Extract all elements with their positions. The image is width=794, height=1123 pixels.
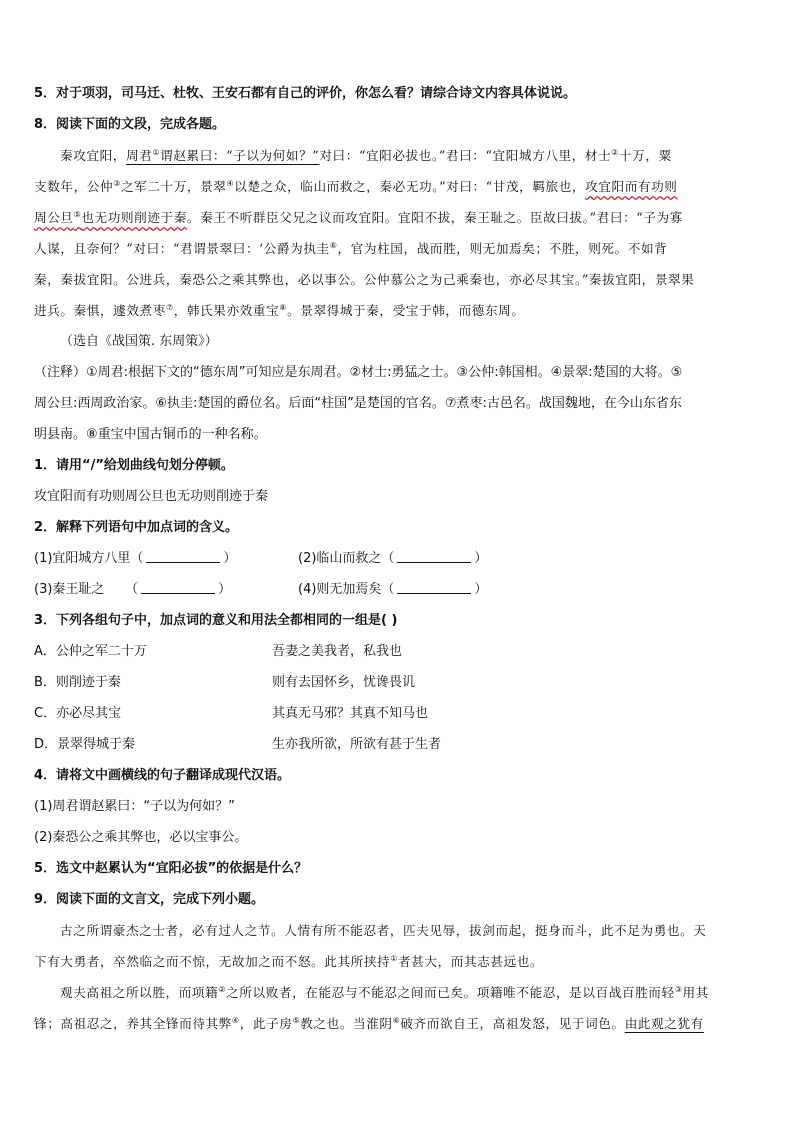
passage-1 (34, 140, 754, 326)
footnote-marker: ① (390, 953, 399, 963)
wavy-underlined-text: 攻宜阳而有功则 (585, 179, 678, 194)
passage-source: （选自《战国策. 东周策》） (60, 334, 218, 349)
passage-1-line-1 (34, 140, 754, 171)
question-3-title: 3．下列各组句子中，加点词的意义和用法全都相同的一组是( ) (34, 613, 398, 628)
passage-text: 周公旦 (34, 210, 74, 225)
footnote-marker: ③ (674, 984, 683, 994)
passage-1-line-4 (34, 233, 754, 264)
answer-blank[interactable] (397, 549, 471, 563)
annotation-line-1: （注释）①周君:根据下文的“德东周”可知应是东周君。②材士:勇猛之士。③公仲:韩国相。④景翠:楚国的大将。⑤ (34, 365, 683, 380)
footnote-marker: ③ (113, 178, 121, 188)
passage-text: 以楚之众，临山而救之，秦必无功。”对曰：“甘茂，羁旅也， (234, 179, 586, 194)
option-right: 生亦我所欲，所欲有甚于生者 (272, 737, 442, 752)
option-right: 其真无马邪？其真不知马也 (272, 706, 429, 721)
question-3-option-d[interactable] (34, 729, 754, 760)
passage-2 (34, 915, 754, 1039)
footnote-marker: ⑥ (329, 240, 338, 250)
question-4-sentence-2: (2)秦恐公之乘其弊也，必以宝事公。 (34, 830, 248, 845)
question-2-row-2 (34, 574, 754, 605)
wavy-underlined-text (34, 210, 187, 225)
option-left: B．则削迹于秦 (34, 675, 121, 690)
question-3-option-c[interactable] (34, 698, 754, 729)
passage-text: 之军二十万，景翠 (120, 179, 227, 194)
passage-1-line-3 (34, 202, 754, 233)
passage-text: ，此子房 (239, 1016, 293, 1031)
question-2-item-1 (34, 543, 298, 574)
item-text: (2)临山而救之（ (298, 551, 395, 566)
passage-text: 下有大勇者，卒然临之而不惊，无故加之而不怒。此其所挟持 (34, 954, 391, 969)
question-4-sentence-1: (1)周君谓赵累曰：“子以为何如？” (34, 799, 235, 814)
passage-text: 人谋，且奈何？”对曰：“君谓景翠曰：‘公爵为执圭 (34, 241, 330, 256)
answer-blank[interactable] (141, 580, 215, 594)
question-5-title: 5．选文中赵累认为“宜阳必拔”的依据是什么？ (34, 861, 308, 876)
question-2-item-2 (298, 543, 598, 574)
passage-text: 者甚大，而其志甚远也。 (398, 954, 544, 969)
passage-1-line-5: 秦，秦拔宜阳。公进兵，秦恐公之乘其弊也，必以事公。公仲慕公之为己乘秦也，亦必尽其宝。”秦拔宜阳，景翠果 (34, 272, 695, 287)
question-2-row-1 (34, 543, 754, 574)
passage-text: 十万，粟 (619, 148, 672, 163)
bracket: ） (474, 551, 488, 566)
footnote-marker: ⑦ (165, 302, 174, 312)
passage-text: 破齐而欲自王，高祖发怒，见于词色。 (400, 1016, 625, 1031)
question-8-title: 8．阅读下面的文段，完成各题。 (34, 117, 226, 132)
passage-text: 也无功则削迹于秦 (81, 210, 187, 225)
footnote-marker: ⑧ (279, 302, 288, 312)
footnote-marker: ② (611, 147, 620, 157)
passage-text: ，官为柱国，战而胜，则无加焉矣；不胜，则死。不如背 (337, 241, 668, 256)
footnote-marker: ⑤ (292, 1015, 301, 1025)
passage-2-line-3 (34, 977, 754, 1008)
passage-1-line-2 (34, 171, 754, 202)
option-left: C．亦必尽其宝 (34, 706, 122, 721)
passage-text: 谓赵累曰：“子以为何如？” (160, 148, 320, 163)
passage-text: 周君 (125, 148, 153, 163)
footnote-marker: ④ (231, 1015, 240, 1025)
footnote-marker: ④ (226, 178, 235, 188)
footnote-marker: ⑤ (73, 209, 82, 219)
passage-text: 用其 (682, 985, 709, 1000)
item-text: (4)则无加焉矣（ (298, 582, 395, 597)
item-text: (3)秦王耻之 (34, 582, 105, 597)
question-1-title: 1．请用“/”给划曲线句划分停顿。 (34, 458, 234, 473)
passage-text: 支数年，公仲 (34, 179, 114, 194)
passage-text: 秦攻宜阳， (60, 148, 126, 163)
option-left: A．公仲之军二十万 (34, 644, 147, 659)
bracket: （ (125, 582, 139, 597)
question-3-option-a[interactable] (34, 636, 754, 667)
question-9-title: 9．阅读下面的文言文，完成下列小题。 (34, 892, 265, 907)
question-2-title: 2．解释下列语句中加点词的含义。 (34, 520, 239, 535)
bracket: ） (218, 582, 232, 597)
footnote-marker: ① (152, 147, 161, 157)
annotation-line-2: 周公旦:西周政治家。⑥执圭:楚国的爵位名。后面“柱国”是楚国的官名。⑦煮枣:古邑名。战国魏地，在今山东省东 (34, 396, 682, 411)
footnote-marker: ② (218, 984, 227, 994)
footnote-marker: ⑥ (392, 1015, 401, 1025)
question-2-item-4 (298, 574, 598, 605)
passage-text: 观夫高祖之所以胜，而项籍 (60, 985, 219, 1000)
option-right: 则有去国怀乡，忧谗畏讥 (272, 675, 416, 690)
passage-1-line-6 (34, 295, 754, 326)
bracket: ） (223, 551, 237, 566)
option-right: 吾妻之美我者，私我也 (272, 644, 403, 659)
passage-2-line-2 (34, 946, 754, 977)
answer-blank[interactable] (146, 549, 220, 563)
question-1-text: 攻宜阳而有功则周公旦也无功则削迹于秦 (34, 489, 269, 504)
passage-text: 锋；高祖忍之，养其全锋而待其弊 (34, 1016, 232, 1031)
passage-text: 对曰：“宜阳必拔也。”君曰：“宜阳城方八里，材士 (319, 148, 612, 163)
bracket: ） (474, 582, 488, 597)
answer-blank[interactable] (397, 580, 471, 594)
question-4-title: 4．请将文中画横线的句子翻译成现代汉语。 (34, 768, 291, 783)
question-2-item-3 (34, 574, 298, 605)
annotation-line-3: 明县南。⑧重宝中国古铜币的一种名称。 (34, 427, 267, 442)
passage-text: 教之也。当淮阴 (300, 1016, 393, 1031)
passage-text: 之所以败者，在能忍与不能忍之间而已矣。项籍唯不能忍，是以百战百胜而轻 (226, 985, 675, 1000)
passage-text: ，韩氏果亦效重宝 (173, 303, 280, 318)
item-text: (1)宜阳城方八里（ (34, 551, 144, 566)
passage-text: 。景翠得城于秦，受宝于韩，而德东周。 (287, 303, 525, 318)
question-3-option-b[interactable] (34, 667, 754, 698)
question-5-top: 5．对于项羽，司马迁、杜牧、王安石都有自己的评价，你怎么看？请综合诗文内容具体说说。 (34, 86, 577, 101)
passage-text: 。秦王不听群臣父兄之议而攻宜阳。宜阳不拔，秦王耻之。臣故曰拔。”君曰：“子为寡 (186, 210, 683, 225)
passage-2-line-1: 古之所谓豪杰之士者，必有过人之节。人情有所不能忍者，匹夫见辱，拔剑而起，挺身而斗，此不足为勇也。天 (60, 923, 707, 938)
option-left: D．景翠得城于秦 (34, 737, 136, 752)
underlined-sentence (126, 148, 319, 163)
underlined-sentence: 由此观之犹有 (624, 1016, 704, 1031)
passage-text: 进兵。秦惧，遽效煮枣 (34, 303, 166, 318)
passage-2-line-4 (34, 1008, 754, 1039)
